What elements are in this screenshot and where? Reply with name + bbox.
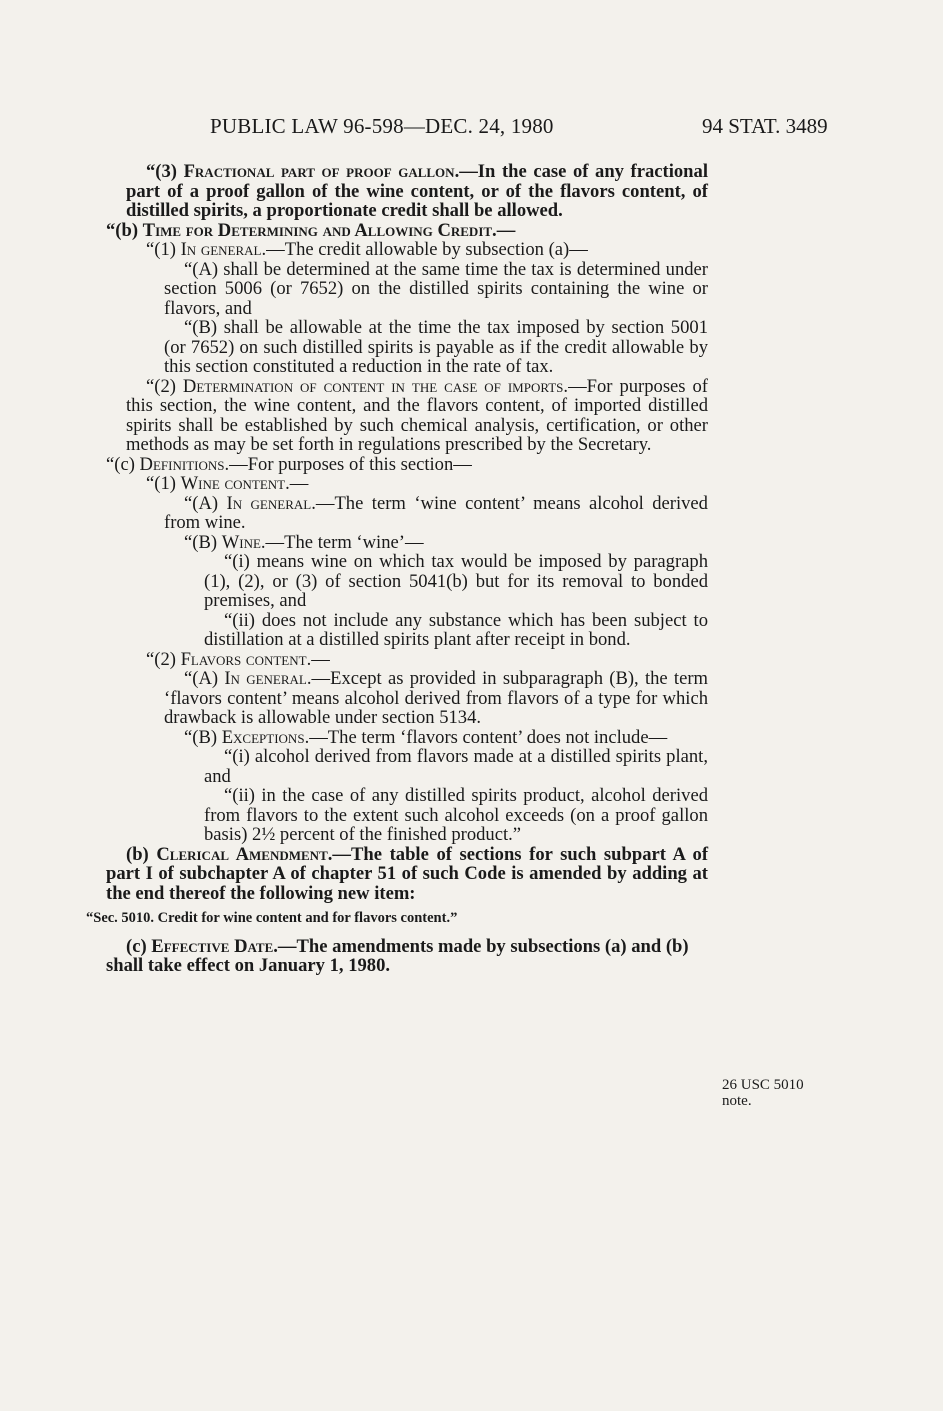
clause-c2Bi: “(i) alcohol derived from flavors made at a distilled spirits plant, and: [204, 746, 708, 787]
effective-date: (c) Effective Date.—The amendments made by subsections (a) and (b) shall take effect on January 1, 1980.: [106, 935, 689, 976]
clerical-amendment: (b) Clerical Amendment.—The table of sections for such subpart A of part I of subchapter A of chapter 51 of such Code is amended by adding at the end thereof the following new item:: [106, 843, 709, 904]
margin-note-line-2: note.: [722, 1093, 752, 1109]
para-a3-fractional: “(3) Fractional part of proof gallon.—In the case of any fractional part of a proof gallon of the wine content, or of the flavors content, of distilled spirits, a proportionate credit shall be allowed.: [126, 161, 708, 221]
subsec-c-heading: “(c) Definitions.—For purposes of this section—: [106, 453, 472, 475]
clause-c2Bii: “(ii) in the case of any distilled spirits product, alcohol derived from flavors to the extent such alcohol exceeds (on a proof gallon basis) 2½ percent of the finished product.”: [204, 785, 708, 845]
stat-citation: 94 STAT. 3489: [702, 114, 828, 138]
running-head: PUBLIC LAW 96-598—DEC. 24, 1980: [210, 114, 554, 138]
table-of-sections-item: “Sec. 5010. Credit for wine content and for flavors content.”: [86, 910, 458, 926]
subpara-c1B: “(B) Wine.—The term ‘wine’—: [184, 531, 424, 553]
margin-citation-note: [722, 1077, 804, 1109]
subpara-b1A: “(A) shall be determined at the same time the tax is determined under section 5006 (or 7652) on the distilled spirits containing the wine or flavors, and: [164, 258, 708, 319]
para-c2: “(2) Flavors content.—: [146, 648, 330, 670]
subpara-c2B: “(B) Exceptions.—The term ‘flavors content’ does not include—: [184, 726, 668, 748]
subpara-c2A: “(A) In general.—Except as provided in subparagraph (B), the term ‘flavors content’ means alcohol derived from flavors of a type for which drawback is allowable under section 5134.: [164, 668, 709, 728]
para-c1: “(1) Wine content.—: [146, 473, 309, 494]
margin-note-line-1: 26 USC 5010: [722, 1077, 804, 1093]
subpara-b1B: “(B) shall be allowable at the time the tax imposed by section 5001 (or 7652) on such distilled spirits is payable as if the credit allowable by this section constituted a reduction in the rate of tax.: [164, 317, 708, 377]
statute-text: [86, 161, 709, 976]
subsec-b-heading: “(b) Time for Determining and Allowing Credit.—: [106, 219, 516, 241]
clause-c1Bii: “(ii) does not include any substance which has been subject to distillation at a distilled spirits plant after receipt in bond.: [204, 609, 708, 650]
para-b2: “(2) Determination of content in the case of imports.—For purposes of this section, the wine content, and the flavors content, of imported distilled spirits shall be established by such chemical analysis, certification, or other methods as may be set forth in regulations prescribed by the Secretary.: [126, 375, 708, 455]
para-b1: “(1) In general.—The credit allowable by subsection (a)—: [146, 239, 588, 260]
clause-c1Bi: “(i) means wine on which tax would be imposed by paragraph (1), (2), or (3) of section 5041(b) but for its removal to bonded premises, and: [204, 551, 708, 611]
subpara-c1A: “(A) In general.—The term ‘wine content’ means alcohol derived from wine.: [164, 492, 708, 533]
